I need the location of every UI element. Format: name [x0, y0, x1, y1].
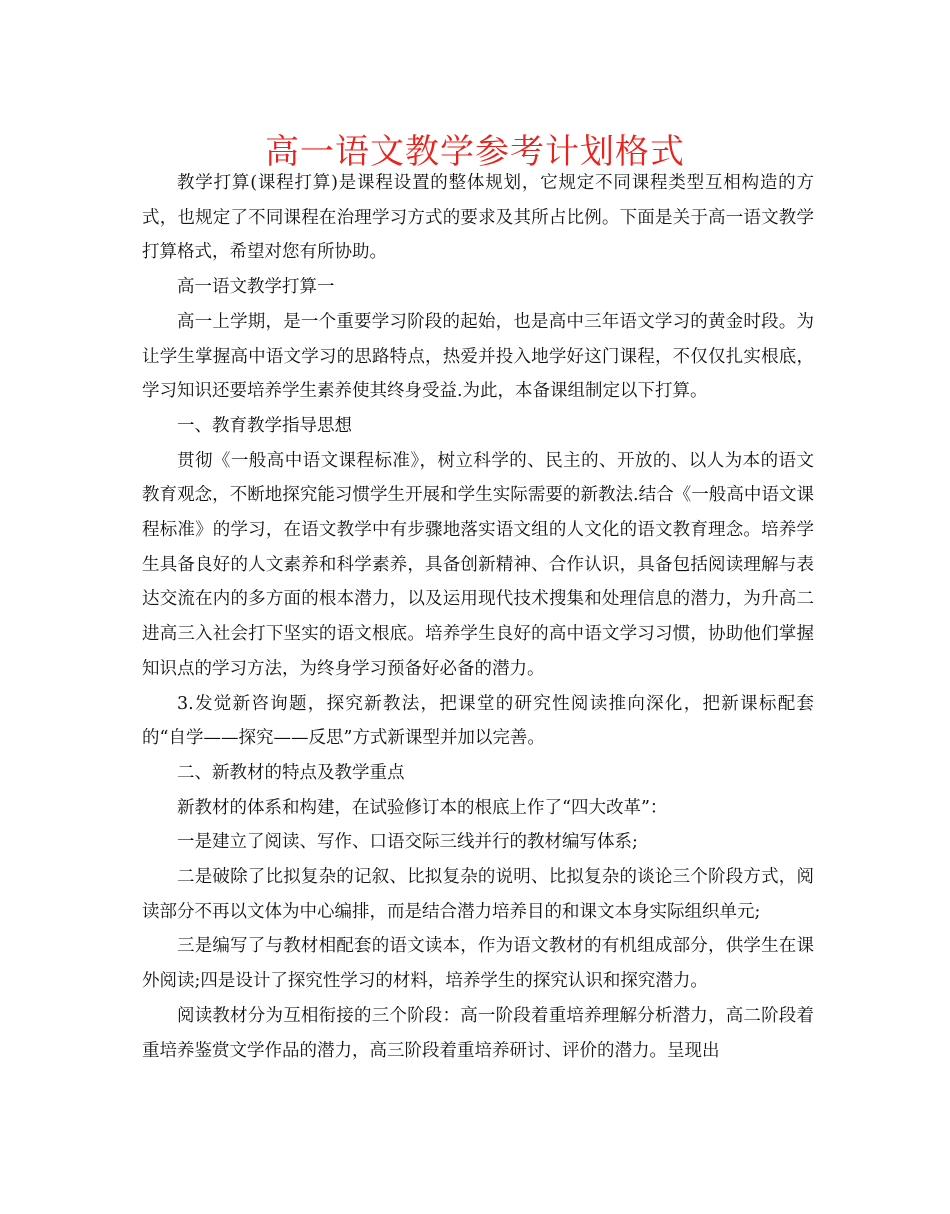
paragraph-intro: 教学打算(课程打算)是课程设置的整体规划，它规定不同课程类型互相构造的方式，也规定了不同课程在治理学习方式的要求及其所占比例。下面是关于高一语文教学打算格式，希望对您有所协助。 [142, 173, 814, 263]
document-title: 高一语文教学参考计划格式 [265, 132, 685, 172]
section-heading-guidance: 一、教育教学指导思想 [177, 415, 352, 436]
paragraph-semester: 高一上学期，是一个重要学习阶段的起始，也是高中三年语文学习的黄金时段。为让学生掌握高中语文学习的思路特点，热爱并投入地学好这门课程，不仅仅扎实根底，学习知识还要培养学生素养使其终身受益.为此，本备课组制定以下打算。 [142, 311, 814, 402]
paragraph-reforms: 新教材的体系和构建，在试验修订本的根底上作了“四大改革”： [177, 797, 668, 818]
paragraph-reading-stages: 阅读教材分为互相衔接的三个阶段：高一阶段着重培养理解分析潜力，高二阶段着重培养鉴赏文学作品的潜力，高三阶段着重培养研讨、评价的潜力。呈现出 [142, 1005, 814, 1061]
paragraph-reform-2: 二是破除了比拟复杂的记叙、比拟复杂的说明、比拟复杂的谈论三个阶段方式，阅读部分不再以文体为中心编排，而是结合潜力培养目的和课文本身实际组织单元; [142, 867, 814, 922]
paragraph-plan-heading: 高一语文教学打算一 [177, 277, 335, 298]
paragraph-reform-1: 一是建立了阅读、写作、口语交际三线并行的教材编写体系; [177, 832, 638, 853]
paragraph-item-3: 3.发觉新咨询题，探究新教法，把课堂的研究性阅读推向深化，把新课标配套的“自学——探究——反思”方式新课型并加以完善。 [142, 693, 814, 749]
section-heading-textbook: 二、新教材的特点及教学重点 [177, 762, 405, 783]
paragraph-reform-3-4: 三是编写了与教材相配套的语文读本，作为语文教材的有机组成部分，供学生在课外阅读;四是设计了探究性学习的材料，培养学生的探究认识和探究潜力。 [142, 936, 814, 992]
paragraph-guidance: 贯彻《一般高中语文课程标准》，树立科学的、民主的、开放的、以人为本的语文教育观念，不断地探究能习惯学生开展和学生实际需要的新教法.结合《一般高中语文课程标准》的学习，在语文教学中有步骤地落实语文组的人文化的语文教育理念。培养学生具备良好的人文素养和科学素养，具备创新精神、合作认识，具备包括阅读理解与表达交流在内的多方面的根本潜力，以及运用现代技术搜集和处理信息的潜力，为升高二进高三入社会打下坚实的语文根底。培养学生良好的高中语文学习习惯，协助他们掌握知识点的学习方法，为终身学习预备好必备的潜力。 [142, 450, 814, 679]
document-body [142, 166, 814, 1068]
